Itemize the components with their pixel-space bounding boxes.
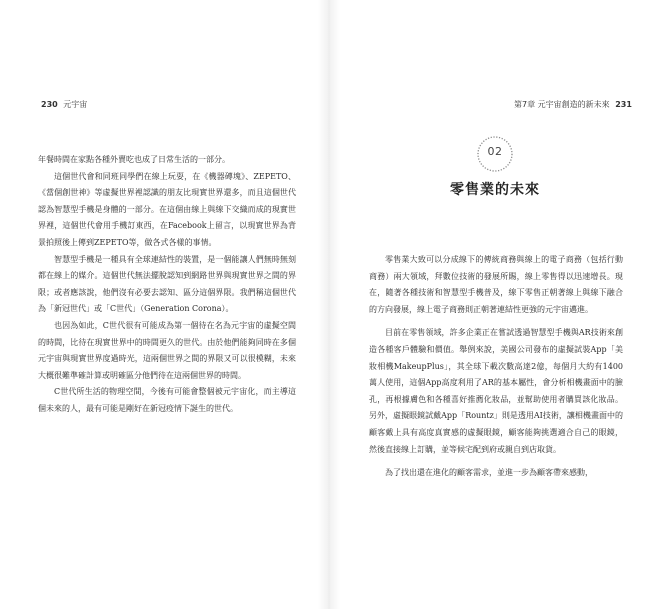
right-chapter-label: 第7章 bbox=[514, 100, 536, 109]
left-paragraph-1: 年餐時間在家點各種外賣吃也成了日常生活的一部分。 bbox=[38, 155, 230, 164]
right-running-head: 元宇宙創造的新未來 bbox=[537, 100, 610, 109]
section-title: 零售業的未來 bbox=[450, 182, 540, 198]
right-paragraph-1: 零售業大致可以分成線下的傳統商務與線上的電子商務（包括行動商務）兩大領域，拜數位技術的發展所賜，線上零售得以迅速增長。現在，隨著各種技術和智慧型手機普及，線下零售正朝著線上與線下融合的方向發展，線上電子商務則正朝著連結性更強的元宇宙邁進。 bbox=[369, 255, 623, 314]
right-paragraph-3: 為了找出還在進化的顧客需求，並進一步為顧客帶來感動， bbox=[385, 468, 593, 478]
left-paragraph-4: 也因為如此，C世代很有可能成為第一個待在名為元宇宙的虛擬空間的時間，比待在現實世界中的時間更久的世代。由於他們能夠同時在多個元宇宙與現實世界度過時光，這兩個世界之間的界限又可以很模糊，未來大概很難準確計算或明確區分他們待在這兩個世界的時間。 bbox=[38, 320, 296, 380]
left-paragraph-3: 智慧型手機是一種具有全球連結性的裝置，是一個能讓人們無時無刻都在線上的媒介。這個世代無法擺脫認知到網路世界與現實世界之間的界限；或者應該說，他們沒有必要去認知、區分這個界限。我們稱這個世代為「新冠世代」或「C世代」（Generation Corona）。 bbox=[38, 254, 296, 314]
section-number: 02 bbox=[487, 145, 503, 158]
page-gutter bbox=[318, 0, 340, 609]
section-number-badge bbox=[475, 134, 515, 174]
right-page-number: 231 bbox=[615, 100, 632, 109]
left-page-body bbox=[38, 152, 296, 418]
left-paragraph-2: 這個世代會和同班同學們在線上玩耍，在《機器磚塊》、ZEPETO、《當個創世神》等虛擬世界裡認識的朋友比現實世界還多，而且這個世代認為智慧型手機是身體的一部分。在這個由線上與線下交織而成的現實世界裡，這個世代會用手機訂東西，在Facebook上留言，以現實世界為背景拍照後上傳到ZEPETO等，做各式各樣的事情。 bbox=[38, 171, 296, 247]
left-paragraph-5: C世代所生活的物理空間，今後有可能會整個被元宇宙化，而主導這個未來的人，最有可能是剛好在新冠疫情下誕生的世代。 bbox=[38, 387, 296, 413]
right-folio bbox=[514, 99, 635, 110]
right-paragraph-2: 目前在零售領域，許多企業正在嘗試透過智慧型手機與AR技術來創造各種客戶體驗和價值。舉例來說，美國公司發布的虛擬試裝App「美妝相機MakeupPlus」，其全球下載次數高達2億，每個月大約有1400萬人使用，這個App高度利用了AR的基本屬性，會分析相機畫面中的臉孔，再根據膚色和各種喜好推薦化妝品，並幫助使用者購買該化妝品。另外，虛擬眼鏡試戴App「Rountz」則是透用AI技術，讓相機畫面中的顧客戴上具有高度真實感的虛擬眼鏡，顧客能夠挑選適合自己的眼鏡，然後直接線上訂購，並等候宅配到府或親自到店取貨。 bbox=[369, 328, 623, 454]
right-page-body bbox=[369, 252, 623, 489]
left-folio bbox=[38, 99, 87, 110]
left-running-head: 元宇宙 bbox=[63, 100, 88, 109]
left-page-number: 230 bbox=[41, 100, 58, 109]
